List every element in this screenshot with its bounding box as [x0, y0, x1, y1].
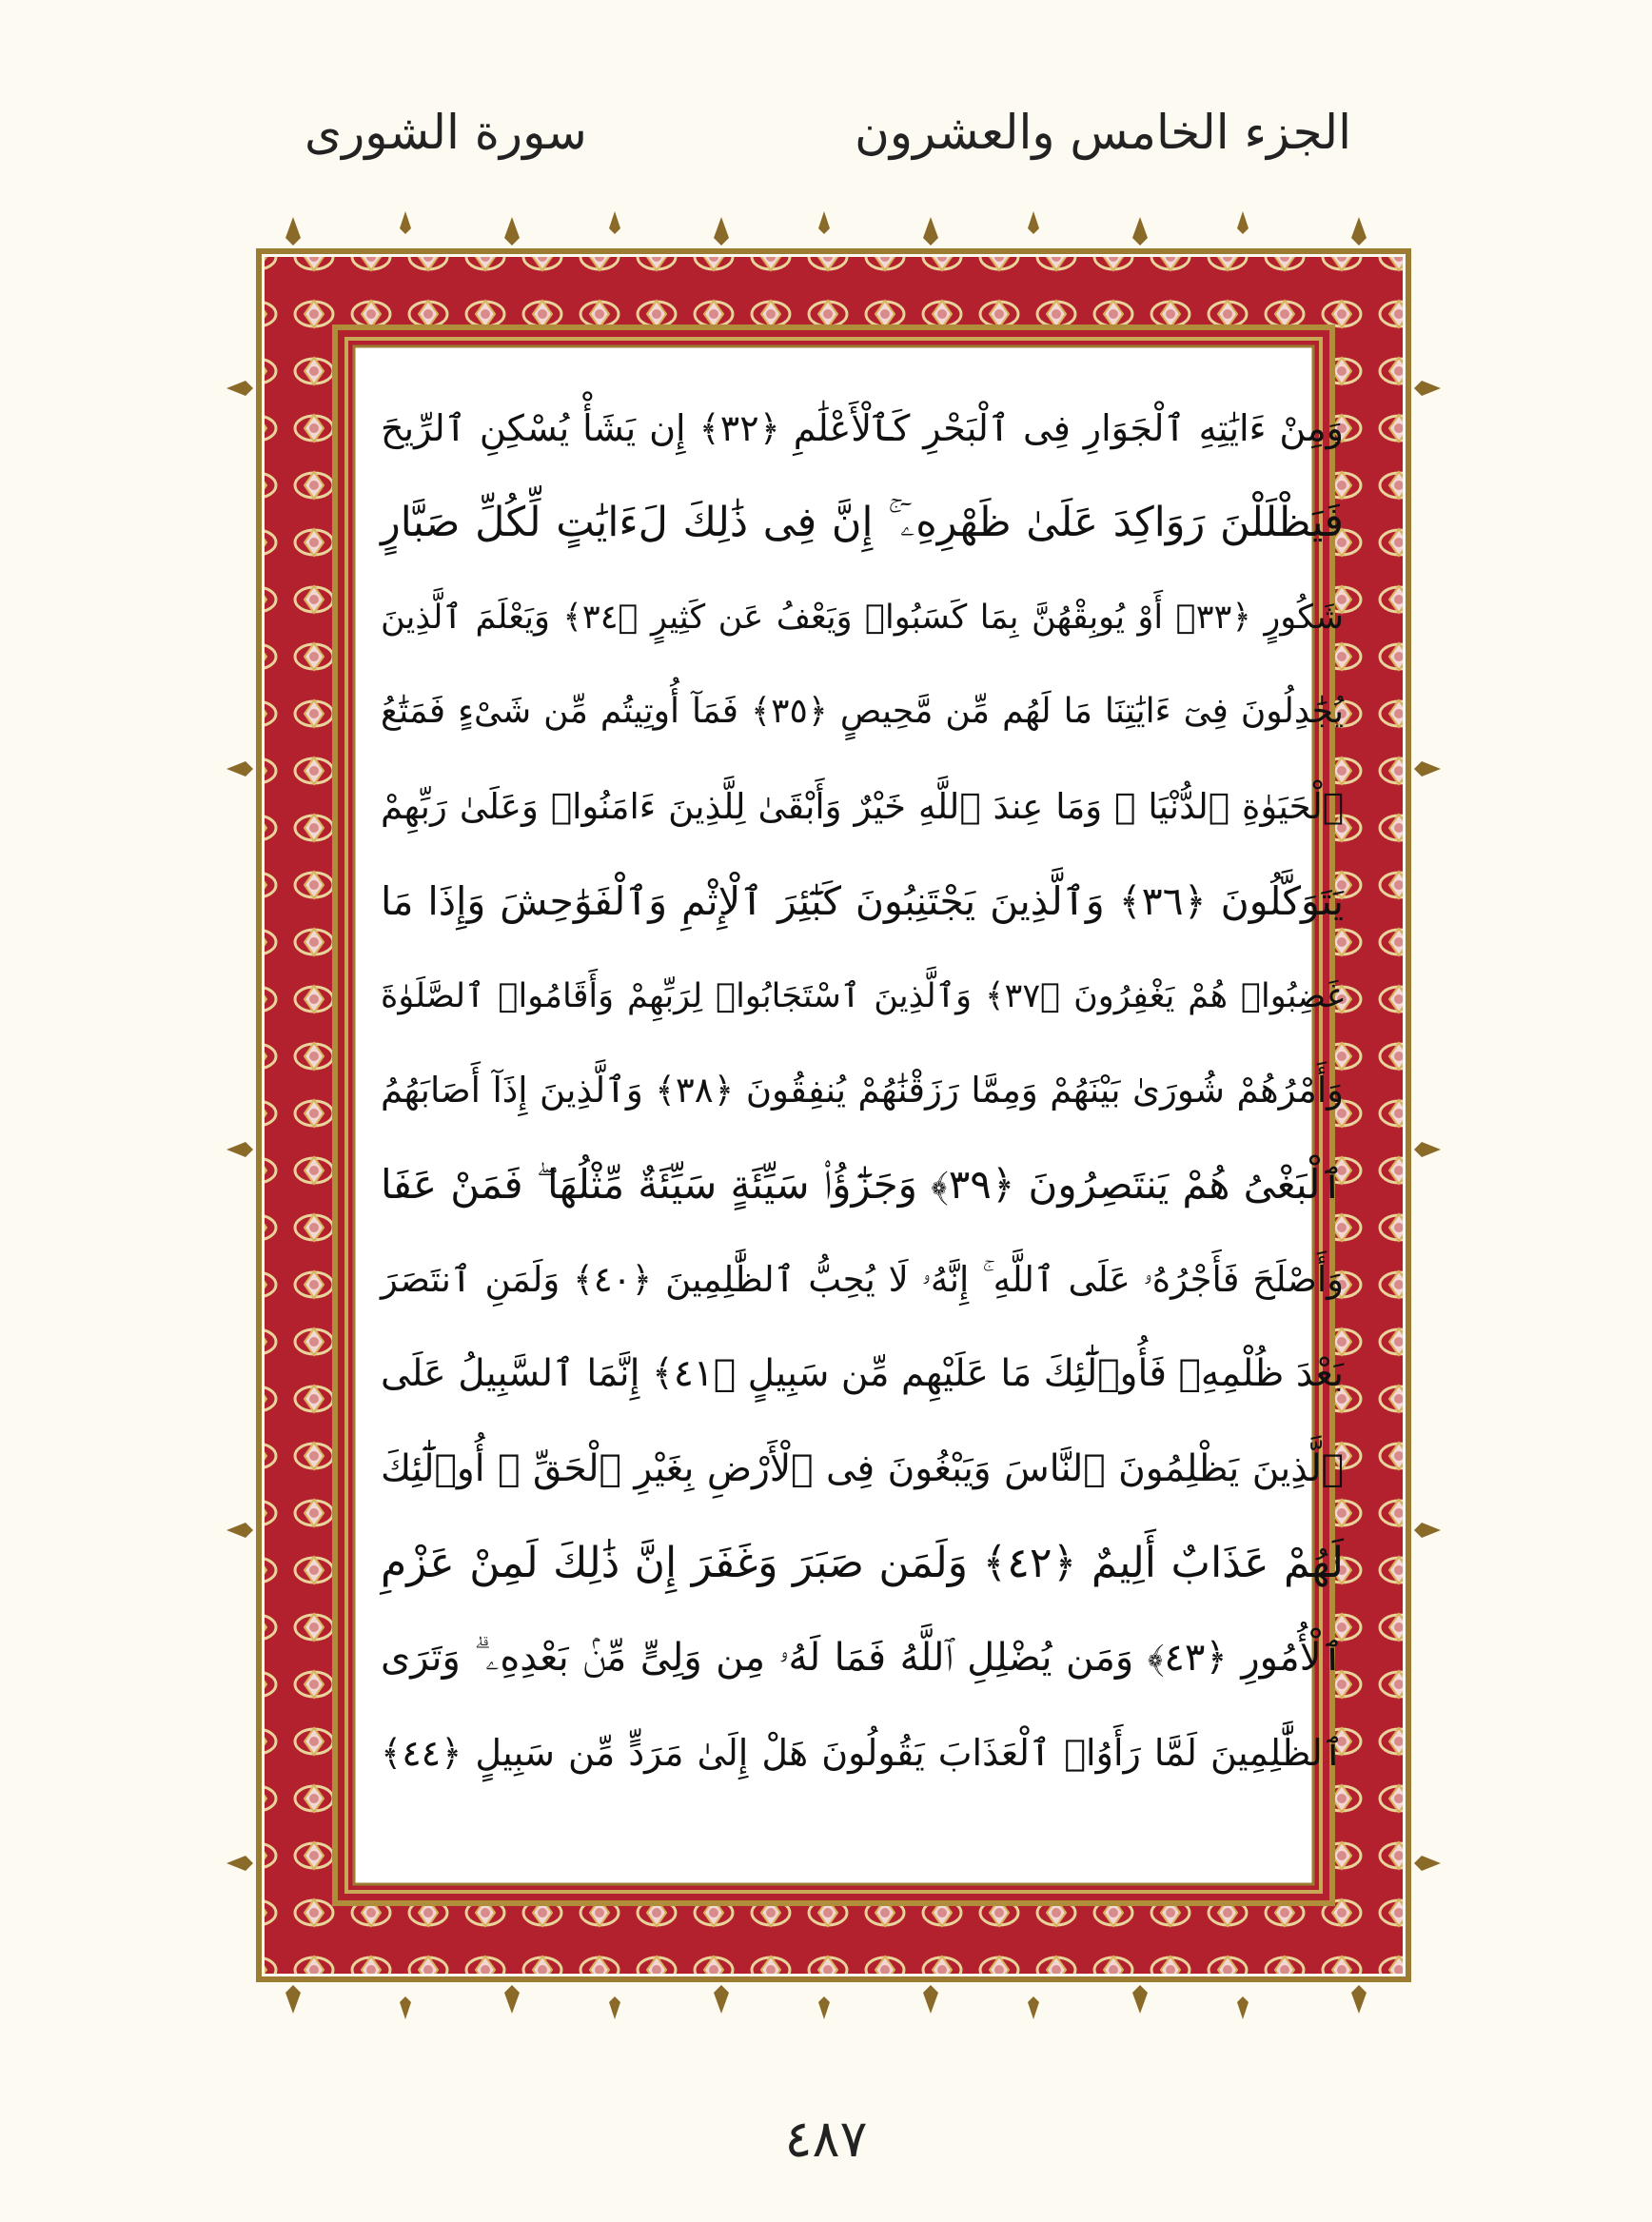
text-line: يُجَٰدِلُونَ فِىٓ ءَايَٰتِنَا مَا لَهُم مِّن مَّحِيصٍ ﴿٣٥﴾ فَمَآ أُوتِيتُم مِّن شَىْءٍ فَمَتَٰعُ	[381, 692, 1344, 732]
text-line: ٱلظَّٰلِمِينَ لَمَّا رَأَوُا۟ ٱلْعَذَابَ يَقُولُونَ هَلْ إِلَىٰ مَرَدٍّ مِّن سَبِيلٍ ﴿٤٤﴾	[381, 1731, 1344, 1774]
page-number: ٤٨٧	[784, 2109, 868, 2169]
quran-text-block	[364, 373, 1361, 1816]
text-line: وَأَصْلَحَ فَأَجْرُهُۥ عَلَى ٱللَّهِ ۚ إِنَّهُۥ لَا يُحِبُّ ٱلظَّٰلِمِينَ ﴿٤٠﴾ وَلَمَنِ ٱنتَصَرَ	[381, 1258, 1345, 1300]
surah-title: سورة الشورى	[305, 105, 587, 160]
text-line: يَتَوَكَّلُونَ ﴿٣٦﴾ وَٱلَّذِينَ يَجْتَنِبُونَ كَبَٰٓئِرَ ٱلْإِثْمِ وَٱلْفَوَٰحِشَ وَإِذَا مَا	[381, 878, 1344, 925]
text-line: غَضِبُوا۟ هُمْ يَغْفِرُونَ ﴿٣٧﴾ وَٱلَّذِينَ ٱسْتَجَابُوا۟ لِرَبِّهِمْ وَأَقَامُوا۟ ٱلصَّلَوٰةَ	[381, 976, 1345, 1015]
juz-title: الجزء الخامس والعشرون	[855, 105, 1351, 160]
text-line: ٱلْبَغْىُ هُمْ يَنتَصِرُونَ ﴿٣٩﴾ وَجَزَٰٓؤُا۟ سَيِّئَةٍ سَيِّئَةٌ مِّثْلُهَا ۖ فَمَنْ عَفَا	[381, 1161, 1345, 1209]
text-line: وَأَمْرُهُمْ شُورَىٰ بَيْنَهُمْ وَمِمَّا رَزَقْنَٰهُمْ يُنفِقُونَ ﴿٣٨﴾ وَٱلَّذِينَ إِذَآ أَصَابَهُمُ	[381, 1069, 1344, 1111]
top-finials	[285, 211, 1367, 246]
text-line: ٱلْحَيَوٰةِ ٱلدُّنْيَا ۖ وَمَا عِندَ ٱللَّهِ خَيْرٌ وَأَبْقَىٰ لِلَّذِينَ ءَامَنُوا۟ وَعَلَىٰ رَبِّهِمْ	[381, 785, 1344, 827]
text-line: ٱلَّذِينَ يَظْلِمُونَ ٱلنَّاسَ وَيَبْغُونَ فِى ٱلْأَرْضِ بِغَيْرِ ٱلْحَقِّ ۚ أُو۟لَٰٓئِكَ	[381, 1446, 1344, 1490]
bottom-finials	[285, 1985, 1367, 2019]
text-line: فَيَظْلَلْنَ رَوَاكِدَ عَلَىٰ ظَهْرِهِۦٓ ۚ إِنَّ فِى ذَٰلِكَ لَءَايَٰتٍ لِّكُلِّ صَبَّارٍ	[381, 499, 1344, 547]
text-line: ٱلْأُمُورِ ﴿٤٣﴾ وَمَن يُضْلِلِ ٱللَّهُ فَمَا لَهُۥ مِن وَلِىٍّ مِّنۢ بَعْدِهِۦ ۗ وَتَرَى	[381, 1636, 1344, 1681]
text-line: شَكُورٍ ﴿٣٣﴾ أَوْ يُوبِقْهُنَّ بِمَا كَسَبُوا۟ وَيَعْفُ عَن كَثِيرٍ ﴿٣٤﴾ وَيَعْلَمَ ٱلَّذِينَ	[381, 598, 1344, 637]
text-line: بَعْدَ ظُلْمِهِۦ فَأُو۟لَٰٓئِكَ مَا عَلَيْهِم مِّن سَبِيلٍ ﴿٤١﴾ إِنَّمَا ٱلسَّبِيلُ عَلَى	[381, 1352, 1344, 1396]
text-line: لَهُمْ عَذَابٌ أَلِيمٌ ﴿٤٢﴾ وَلَمَن صَبَرَ وَغَفَرَ إِنَّ ذَٰلِكَ لَمِنْ عَزْمِ	[381, 1539, 1344, 1588]
text-line: وَمِنْ ءَايَٰتِهِ ٱلْجَوَارِ فِى ٱلْبَحْرِ كَٱلْأَعْلَٰمِ ﴿٣٢﴾ إِن يَشَأْ يُسْكِنِ ٱلرِّيحَ	[381, 407, 1345, 449]
